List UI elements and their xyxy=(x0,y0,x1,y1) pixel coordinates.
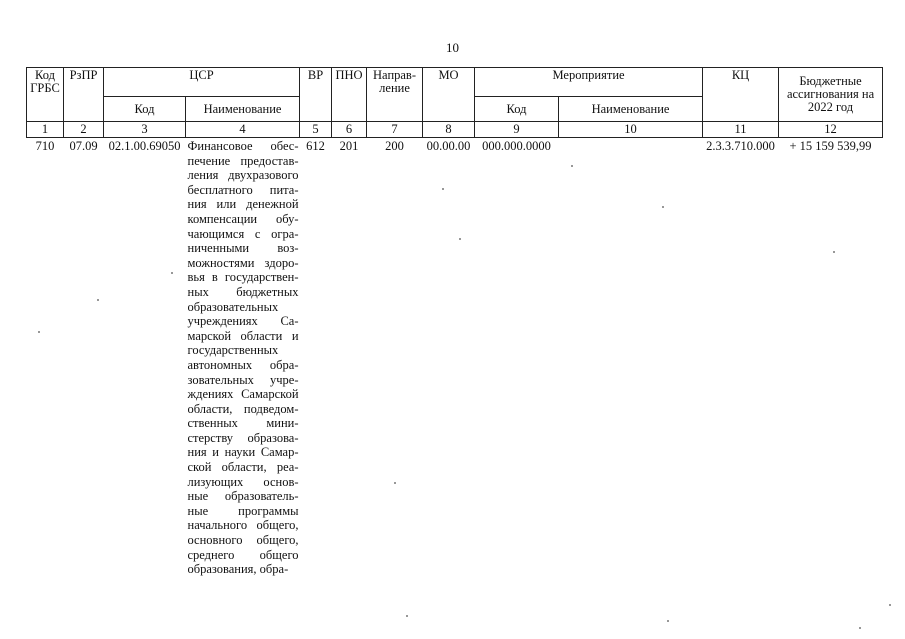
description-line: области, подведом- xyxy=(187,401,299,416)
scan-speck xyxy=(442,188,444,190)
column-number: 1 xyxy=(27,122,64,138)
cell-budget-assignment: + 15 159 539,99 xyxy=(789,139,872,153)
description-line: учреждениях Са- xyxy=(187,314,299,329)
cell-kc: 2.3.3.710.000 xyxy=(706,139,775,153)
description-line: ные программы xyxy=(187,503,299,518)
header-csr-naimenovanie: Наименование xyxy=(186,97,300,122)
description-line: чающимся с огра- xyxy=(187,226,299,241)
description-line: лизующих основ- xyxy=(187,474,299,489)
scan-speck xyxy=(406,615,408,617)
description-line: ных бюджетных xyxy=(187,284,299,299)
description-line: ления двухразового xyxy=(187,168,299,183)
description-line: вья в государствен- xyxy=(187,270,299,285)
description-line: марской области и xyxy=(187,328,299,343)
column-number: 12 xyxy=(779,122,883,138)
header-kod-grbs: Код ГРБС xyxy=(27,68,64,122)
scan-speck xyxy=(889,604,891,606)
description-line: бесплатного пита- xyxy=(187,182,299,197)
header-vr: ВР xyxy=(300,68,332,122)
header-csr-kod: Код xyxy=(104,97,186,122)
description-line: государственных xyxy=(187,343,279,358)
description-lines xyxy=(188,139,299,577)
cell-rzpr: 07.09 xyxy=(69,139,98,153)
description-line: печение предостав- xyxy=(187,153,299,168)
header-kc: КЦ xyxy=(703,68,779,122)
description-line: ния и науки Самар- xyxy=(187,445,299,460)
budget-table xyxy=(26,67,883,578)
header-budget-assignments: Бюджетные ассигнования на 2022 год xyxy=(779,68,883,122)
scan-speck xyxy=(833,251,835,253)
description-line: ниченными воз- xyxy=(187,241,299,256)
description-line: ния или денежной xyxy=(187,197,299,212)
description-line: ской области, реа- xyxy=(187,460,299,475)
column-number: 3 xyxy=(104,122,186,138)
description-line: ственных мини- xyxy=(187,416,299,431)
description-line: образования, обра- xyxy=(187,562,289,577)
scan-speck xyxy=(662,206,664,208)
scan-speck xyxy=(394,482,396,484)
header-meropriyatie: Мероприятие xyxy=(475,68,703,97)
header-mer-kod: Код xyxy=(475,97,559,122)
column-number: 10 xyxy=(559,122,703,138)
header-mo: МО xyxy=(423,68,475,122)
scan-speck xyxy=(97,299,99,301)
scan-speck xyxy=(859,627,861,629)
cell-vr: 612 xyxy=(306,139,325,153)
cell-napravlenie: 200 xyxy=(385,139,404,153)
cell-pno: 201 xyxy=(339,139,359,153)
header-rzpr: РзПР xyxy=(64,68,104,122)
cell-mer-kod: 000.000.0000 xyxy=(482,139,551,153)
cell-mo: 00.00.00 xyxy=(426,139,471,153)
header-napravlenie: Направ-ление xyxy=(367,68,423,122)
description-line: стерству образова- xyxy=(187,430,299,445)
column-number: 5 xyxy=(300,122,332,138)
scan-speck xyxy=(571,165,573,167)
column-number: 8 xyxy=(423,122,475,138)
description-line: компенсации обу- xyxy=(187,211,299,226)
description-line: образовательных xyxy=(187,299,279,314)
cell-csr-naimenovanie xyxy=(186,138,300,578)
description-line: ные образователь- xyxy=(187,489,299,504)
page-number: 10 xyxy=(446,40,459,55)
description-line: основного общего, xyxy=(187,533,299,548)
description-line: Финансовое обес- xyxy=(187,139,299,153)
cell-csr-kod: 02.1.00.69050 xyxy=(108,139,181,153)
description-line: автономных обра- xyxy=(187,357,299,372)
column-number: 9 xyxy=(475,122,559,138)
column-number: 7 xyxy=(367,122,423,138)
cell-kod-grbs: 710 xyxy=(35,139,55,153)
scan-speck xyxy=(459,238,461,240)
description-line: начального общего, xyxy=(187,518,299,533)
header-pno: ПНО xyxy=(332,68,367,122)
scan-speck xyxy=(667,620,669,622)
description-line: можностями здоро- xyxy=(187,255,299,270)
description-line: зовательных учре- xyxy=(187,372,299,387)
scan-speck xyxy=(171,272,173,274)
scan-speck xyxy=(38,331,40,333)
column-number: 4 xyxy=(186,122,300,138)
column-number: 6 xyxy=(332,122,367,138)
column-number: 2 xyxy=(64,122,104,138)
description-line: ждениях Самарской xyxy=(187,387,299,402)
cell-mer-naimenovanie xyxy=(559,138,703,578)
header-mer-naimenovanie: Наименование xyxy=(559,97,703,122)
description-line: среднего общего xyxy=(187,547,299,562)
header-csr: ЦСР xyxy=(104,68,300,97)
table-row xyxy=(27,138,883,578)
column-number: 11 xyxy=(703,122,779,138)
